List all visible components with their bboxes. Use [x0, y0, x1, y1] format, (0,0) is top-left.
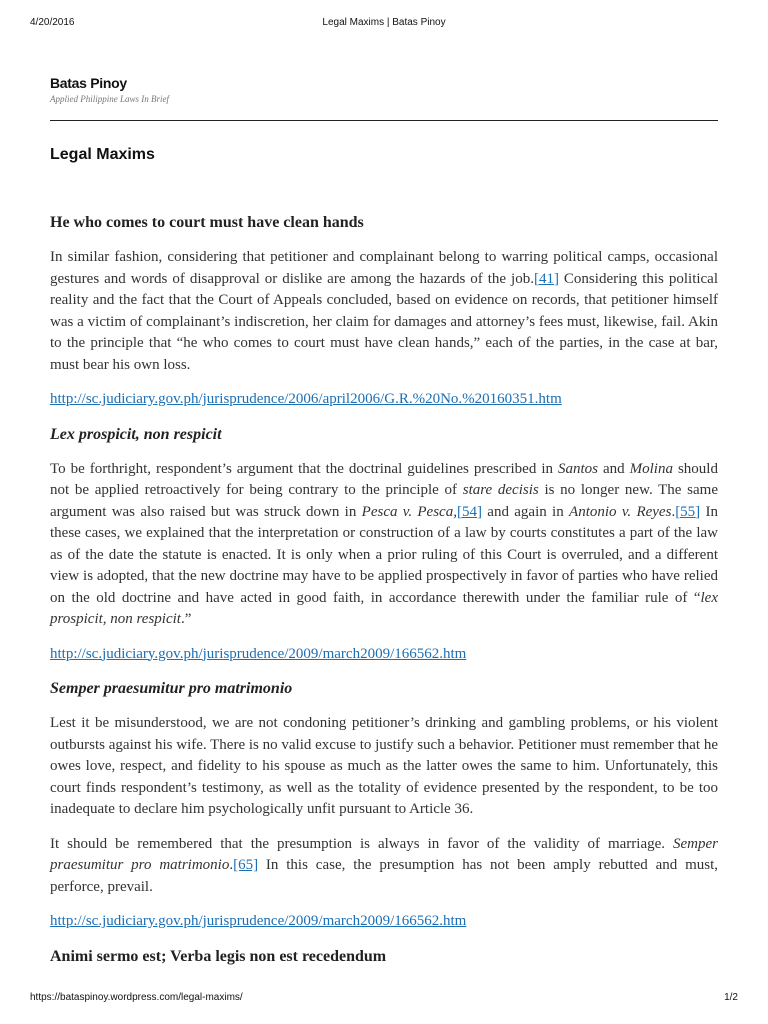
footnote-link[interactable]: [55] [675, 503, 701, 520]
text: and [598, 460, 630, 477]
paragraph [50, 644, 718, 666]
print-date: 4/20/2016 [30, 17, 75, 28]
footnote-link[interactable]: [65] [233, 857, 259, 873]
paragraph [50, 389, 718, 411]
italic-text: Santos [557, 460, 598, 477]
footnote-link[interactable]: [54] [456, 503, 482, 520]
text: Lest it be misunderstood, we are not condoning petitioner’s drinking and gambling problems, or his violent outbursts against his wife. There is no valid excuse to justify such a behavior. Petitioner must remember that he owes love, respect, and fidelity to his spouse as much as the latter owes the same to him. Unfortunately, this court finds respondent’s testimony, as well as the totality of evidence presented by the respondent, to be too inadequate to declare him psychologically unfit pursuant to Article 36. [50, 715, 718, 817]
text: It should be remembered that the presumption is always in favor of the validity of marriage. [50, 835, 673, 852]
section-heading: He who comes to court must have clean hands [50, 214, 364, 231]
section-heading: Semper praesumitur pro matrimonio [50, 680, 293, 697]
italic-text: Antonio v. Reyes [569, 503, 672, 520]
source-link[interactable]: http://sc.judiciary.gov.ph/jurisprudence/2009/march2009/166562.htm [50, 913, 467, 929]
print-page-number: 1/2 [724, 992, 738, 1003]
site-tagline: Applied Philippine Laws In Brief [50, 94, 169, 104]
paragraph [50, 459, 718, 631]
paragraph [50, 834, 718, 899]
paragraph [50, 247, 718, 376]
text: should not be applied retroactively for being contrary to the principle of [50, 460, 718, 498]
page-title: Legal Maxims [50, 146, 155, 163]
text: is no longer new. The same argument was also raised but was struck down in [50, 482, 718, 520]
text: In similar fashion, considering that petitioner and complainant belong to warring political camps, occasional gestures and words of disapproval or dislike are among the hazards of the job. [50, 249, 718, 287]
site-title[interactable]: Batas Pinoy [50, 75, 127, 91]
source-link[interactable]: http://sc.judiciary.gov.ph/jurisprudence/2009/march2009/166562.htm [50, 645, 467, 662]
italic-text: Semper praesumitur pro matrimonio [50, 835, 718, 873]
paragraph [50, 911, 718, 933]
article-content [50, 212, 718, 981]
text: .” [180, 611, 192, 627]
source-link[interactable]: http://sc.judiciary.gov.ph/jurisprudence/2006/april2006/G.R.%20No.%20160351.htm [50, 391, 562, 407]
text: To be forthright, respondent’s argument that the doctrinal guidelines prescribed in [50, 460, 558, 477]
italic-text: Pesca v. Pesca, [361, 503, 457, 520]
section-heading: Animi sermo est; Verba legis non est recedendum [50, 947, 387, 965]
section-heading: Lex prospicit, non respicit [50, 425, 222, 443]
text: . [671, 503, 676, 520]
text: . [229, 857, 234, 873]
italic-text: Molina [629, 460, 673, 477]
text: In these cases, we explained that the interpretation or construction of a law by courts constitutes a part of the law as of the date the statute is enacted. It is only when a prior ruling of this Court is overruled, and a different view is adopted, that the new doctrine may have to be applied prospectively in favor of parties who have relied on the old doctrine and have acted in good faith, in accordance therewith under the familiar rule of “ [50, 503, 718, 606]
text: In this case, the presumption has not been amply rebutted and must, perforce, prevail. [50, 857, 718, 895]
italic-text: stare decisis [462, 482, 539, 498]
header-divider [50, 120, 718, 121]
footnote-link[interactable]: [41] [533, 270, 559, 287]
text: Considering this political reality and the fact that the Court of Appeals concluded, based on evidence on records, that petitioner himself was a victim of complainant’s indiscretion, her claim for damages and attorney’s fees must, likewise, fail. Akin to the principle that “he who comes to court must have clean hands,” each of the parties, in the case at bar, must bear his own loss. [50, 270, 719, 373]
italic-text: lex prospicit, non respicit [50, 589, 718, 627]
print-url: https://bataspinoy.wordpress.com/legal-maxims/ [30, 992, 243, 1003]
print-title: Legal Maxims | Batas Pinoy [322, 17, 446, 28]
paragraph [50, 713, 718, 821]
text: and again in [481, 503, 570, 520]
